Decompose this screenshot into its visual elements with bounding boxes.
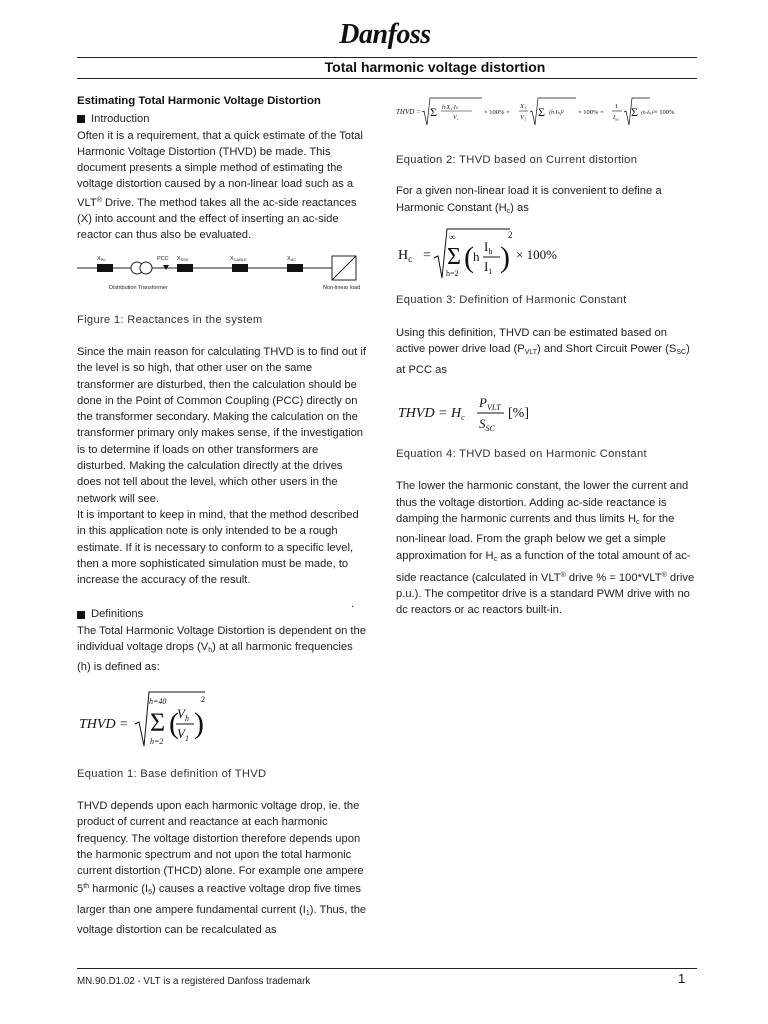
- eq2-sigma-1: Σ: [430, 105, 437, 119]
- eq1-sum-top: h=40: [149, 696, 167, 706]
- square-bullet-icon: [77, 611, 85, 619]
- hc-paragraph: For a given non-linear load it is convenient to define a Harmonic Constant $(H_c)$ as: [396, 185, 662, 215]
- eq1-lparen: (: [169, 706, 179, 740]
- eq3-equals: =: [423, 247, 431, 263]
- label-xac: XAC: [287, 255, 297, 262]
- load-caption: Non-linear load: [323, 284, 361, 291]
- eq4-den: $S_{SC}$: [479, 416, 495, 434]
- xcable-reactor: [232, 264, 248, 272]
- page-title: Total harmonic voltage distortion: [324, 59, 546, 75]
- eq3-lhs: $H_c$: [398, 247, 413, 264]
- eq3-power: 2: [508, 229, 513, 240]
- left-column: [77, 93, 367, 938]
- stray-dot: .: [351, 598, 355, 610]
- label-xpr: XPri: [97, 255, 106, 262]
- xsek-reactor: [177, 264, 193, 272]
- eq2-times-3: × 100%: [654, 109, 675, 116]
- eq3-den: $I_1$: [484, 258, 493, 276]
- equation-3: [396, 226, 596, 282]
- eq3-sum-bottom: h=2: [446, 268, 459, 278]
- eq3-rparen: ): [500, 240, 510, 274]
- label-pcc: PCC: [157, 255, 169, 262]
- section-heading: Estimating Total Harmonic Voltage Distortion: [77, 95, 321, 107]
- transformer-coil-2: [140, 262, 152, 274]
- intro-paragraph: Often it is a requirement, that a quick estimate of the Total Harmonic Voltage Distortion (THVD) be made. This document presents a simple method of estimating the voltage distortion caused by a non-linear load such as a VLT® Drive. The method takes all the ac-side reactances (X) into account and the effect of inserting an ac-side reactor can thus also be evaluated.: [77, 129, 363, 242]
- eq1-lhs: THVD =: [79, 716, 129, 732]
- eq2-sigma-2: Σ: [538, 105, 545, 119]
- eq3-lparen: (: [464, 240, 474, 274]
- eq1-den: $V_1$: [177, 725, 189, 743]
- xac-reactor: [287, 264, 303, 272]
- title-rule: [77, 78, 697, 79]
- eq1-sum-bottom: h=2: [150, 736, 164, 746]
- eq2-term-3: (h·Iₕ)²: [641, 110, 655, 116]
- rough-estimate-paragraph: It is important to keep in mind, that the method described in this application note is only intended to be a rough estimate. If it is necessary to conform to a specific level, then a more sophisticated simulation must be made, to increase the accuracy of the result.: [77, 508, 359, 587]
- equation-4: [396, 390, 596, 438]
- eq2-caption: Equation 2: THVD based on Current distortion: [396, 154, 638, 166]
- eq2-x1: $X_1$: [520, 103, 527, 111]
- eq2-v1: $V_1$: [520, 114, 527, 122]
- eq3-h: h: [473, 248, 480, 264]
- eq2-frac-den-1: V₁: [453, 115, 459, 121]
- intro-label: Introduction: [91, 113, 150, 126]
- right-column: [396, 92, 696, 619]
- eq1-sigma: Σ: [150, 707, 166, 737]
- eq2-times-1: × 100% =: [484, 109, 510, 116]
- equation-1: [77, 688, 277, 752]
- label-xcable: XCABLE: [230, 255, 247, 262]
- eq1-rparen: ): [194, 706, 204, 740]
- eq1-caption: Equation 1: Base definition of THVD: [77, 767, 267, 780]
- eq2-thvd: THVD =: [396, 108, 421, 116]
- footer-text: MN.90.D1.02 - VLT is a registered Danfoss trademark: [77, 976, 311, 987]
- eq1-power: 2: [201, 694, 205, 704]
- definitions-heading: [77, 606, 367, 622]
- xpr-reactor: [97, 264, 113, 272]
- eq1-num: $V_h$: [177, 705, 189, 723]
- eq4-caption: Equation 4: THVD based on Harmonic Constant: [396, 448, 647, 461]
- eq3-caption: Equation 3: Definition of Harmonic Constant: [396, 293, 627, 306]
- lower-harmonic-paragraph: The lower the harmonic constant, the lower the current and thus the voltage distortion. Adding ac-side reactance is damping the harmonic currents and thus limits $H_c$ for the non-linear load. From the graph below we get a simple approximation for $H_c$ as a function of the total amount of ac-side reactance (calculated in VLT® drive % = 100*VLT® drive p.u.). The competitor drive is a standard PWM drive with no dc reactors or ac reactors built-in.: [396, 480, 695, 617]
- header-rule: [77, 57, 697, 58]
- eq3-num: $I_h$: [484, 238, 493, 256]
- thvd-paragraph: THVD depends upon each harmonic voltage drop, ie. the product of current and reactance at each harmonic frequency. The voltage distortion therefore depends upon the harmonic spectrum and not upon the total harmonic current distortion (THCD) alone. For example one ampere 5th harmonic $(I_5)$ causes a reactive voltage drop five times larger than one ampere fundamental current $(I_1)$. Thus, the voltage distortion can be recalculated as: [77, 799, 367, 936]
- page-number: 1: [678, 971, 686, 986]
- intro-heading: [77, 111, 367, 127]
- eq3-tail: × 100%: [516, 246, 557, 262]
- label-xsek: XSEK: [177, 255, 189, 262]
- danfoss-logo: Danfoss: [339, 19, 431, 50]
- eq2-times-2: × 100% =: [578, 109, 604, 116]
- eq2-sigma-3: Σ: [631, 105, 638, 119]
- equation-2: [396, 92, 686, 128]
- eq3-sum-top: ∞: [449, 231, 456, 242]
- transformer-caption: Distribution Transformer: [109, 284, 168, 291]
- eq4-lhs: THVD = $H_c$: [398, 406, 465, 423]
- definitions-paragraph: The Total Harmonic Voltage Distortion is dependent on the individual voltage drops $(V_h)$ at all harmonic frequencies (h) is defined as:: [77, 624, 366, 674]
- eq4-tail: [%]: [508, 406, 529, 422]
- eq4-num: $P_{VLT}$: [479, 395, 501, 413]
- eq2-frac-1: h·X₁·Iₕ: [442, 105, 459, 111]
- eq3-sigma: Σ: [447, 243, 461, 270]
- figure1-caption: Figure 1: Reactances in the system: [77, 313, 263, 326]
- reactance-diagram: [77, 252, 367, 302]
- square-bullet-icon: [77, 115, 85, 123]
- eq2-one: 1: [615, 103, 619, 110]
- using-paragraph: Using this definition, THVD can be estimated based on active power drive load $(P_{VLT})$ and Short Circuit Power $(S_{SC})$ at PCC as: [396, 327, 690, 376]
- eq2-isc: $I_{sc}$: [613, 114, 619, 122]
- eq2-term-2: (h·Iₕ)²: [549, 110, 564, 116]
- definitions-label: Definitions: [91, 608, 144, 621]
- pcc-paragraph: Since the main reason for calculating THVD is to find out if the level is so high, that other user on the same transformer are disturbed, then the calculation should be done in the Point of Common Coupling (PCC) directly on the transformer secondary. Making the calculation on the transformer primary only makes sense, if the investigation is to determine if loads on other transformers are disturbed. Making the calculation directly at the drives does not tell about the level, which other users in the network will see.: [77, 345, 366, 505]
- footer-rule: [77, 968, 697, 969]
